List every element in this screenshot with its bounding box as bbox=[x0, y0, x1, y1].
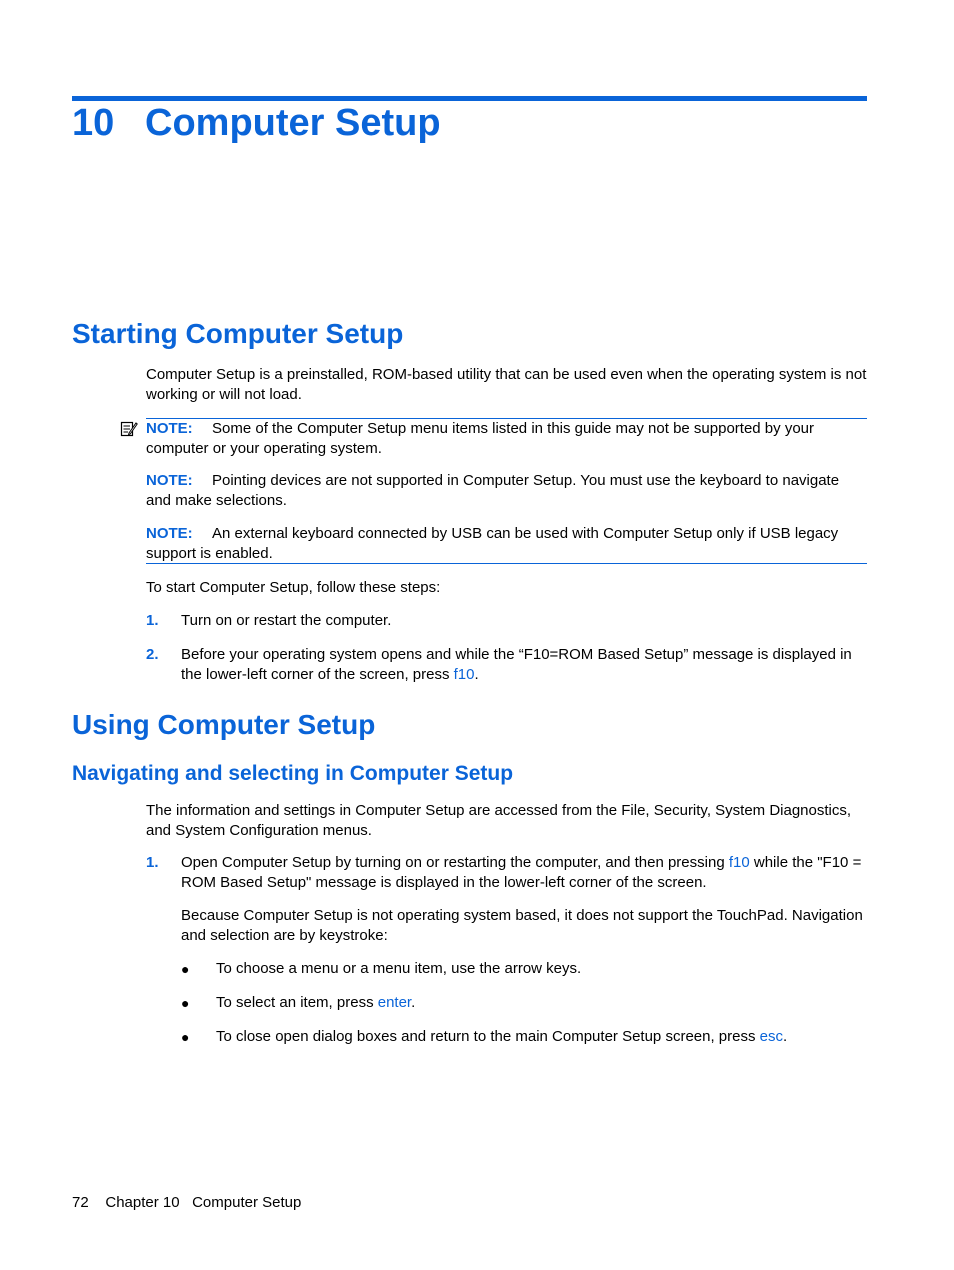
bullet-text: To choose a menu or a menu item, use the arrow keys. bbox=[216, 960, 582, 977]
bullet-glyph: ● bbox=[181, 995, 190, 1011]
note-label: NOTE: bbox=[146, 472, 193, 489]
bullet-text-after: . bbox=[411, 994, 416, 1011]
page-footer bbox=[72, 1193, 301, 1213]
key-enter-link[interactable]: enter bbox=[377, 994, 412, 1011]
note-icon bbox=[120, 420, 138, 438]
step-number: 1. bbox=[146, 854, 159, 871]
chapter-title-text: Computer Setup bbox=[145, 102, 441, 144]
key-f10-link[interactable]: f10 bbox=[728, 854, 750, 871]
key-f10-link[interactable]: f10 bbox=[453, 666, 475, 683]
note-text: Pointing devices are not supported in Computer Setup. You must use the keyboard to navigate and make selections. bbox=[146, 472, 840, 509]
chapter-rule bbox=[72, 96, 867, 101]
bullet-glyph: ● bbox=[181, 1029, 190, 1045]
step-text: Turn on or restart the computer. bbox=[181, 612, 392, 629]
bullet-item bbox=[216, 959, 867, 979]
note-1 bbox=[146, 419, 867, 459]
chapter-title bbox=[72, 102, 441, 145]
bullet-text-after: . bbox=[783, 1028, 788, 1045]
chapter-number: 10 bbox=[72, 102, 115, 144]
heading-using: Using Computer Setup bbox=[72, 709, 376, 740]
footer-chapter-label: Chapter 10 bbox=[105, 1194, 180, 1211]
using-intro: The information and settings in Computer Setup are accessed from the File, Security, System Diagnostics, and System Configuration menus. bbox=[146, 802, 852, 839]
subheading-navigating: Navigating and selecting in Computer Setup bbox=[72, 762, 514, 785]
starting-intro: Computer Setup is a preinstalled, ROM-based utility that can be used even when the operating system is not working or will not load. bbox=[146, 366, 867, 403]
heading-starting: Starting Computer Setup bbox=[72, 318, 404, 349]
step-number: 2. bbox=[146, 646, 159, 663]
step-text bbox=[181, 645, 867, 685]
footer-chapter-title: Computer Setup bbox=[192, 1194, 302, 1211]
step-text-after: while the "F10 = ROM Based Setup" message is displayed in the lower-left corner of the screen. bbox=[181, 854, 862, 891]
key-esc-link[interactable]: esc bbox=[759, 1028, 783, 1045]
step-text-before: Before your operating system opens and while the “F10=ROM Based Setup” message is displayed in the lower-left corner of the screen, press bbox=[181, 646, 852, 683]
bullet-text: To select an item, press bbox=[216, 994, 378, 1011]
note-text: Some of the Computer Setup menu items listed in this guide may not be supported by your computer or your operating system. bbox=[146, 420, 814, 457]
step-text bbox=[181, 853, 867, 893]
bullet-item bbox=[216, 993, 867, 1013]
step-text-after: . bbox=[474, 666, 479, 683]
notes-bottom-rule bbox=[146, 563, 867, 564]
step-followup: Because Computer Setup is not operating system based, it does not support the TouchPad. Navigation and selection are by keystroke: bbox=[181, 907, 863, 944]
note-text: An external keyboard connected by USB can be used with Computer Setup only if USB legacy support is enabled. bbox=[146, 525, 839, 562]
step-number: 1. bbox=[146, 612, 159, 629]
bullet-item bbox=[216, 1027, 867, 1047]
note-label: NOTE: bbox=[146, 420, 193, 437]
note-3 bbox=[146, 524, 867, 564]
bullet-text: To close open dialog boxes and return to the main Computer Setup screen, press bbox=[216, 1028, 760, 1045]
step-text-before: Open Computer Setup by turning on or restarting the computer, and then pressing bbox=[181, 854, 729, 871]
steps-intro: To start Computer Setup, follow these steps: bbox=[146, 579, 441, 596]
bullet-glyph: ● bbox=[181, 961, 190, 977]
note-2 bbox=[146, 471, 867, 511]
note-label: NOTE: bbox=[146, 525, 193, 542]
page-number: 72 bbox=[72, 1194, 89, 1211]
